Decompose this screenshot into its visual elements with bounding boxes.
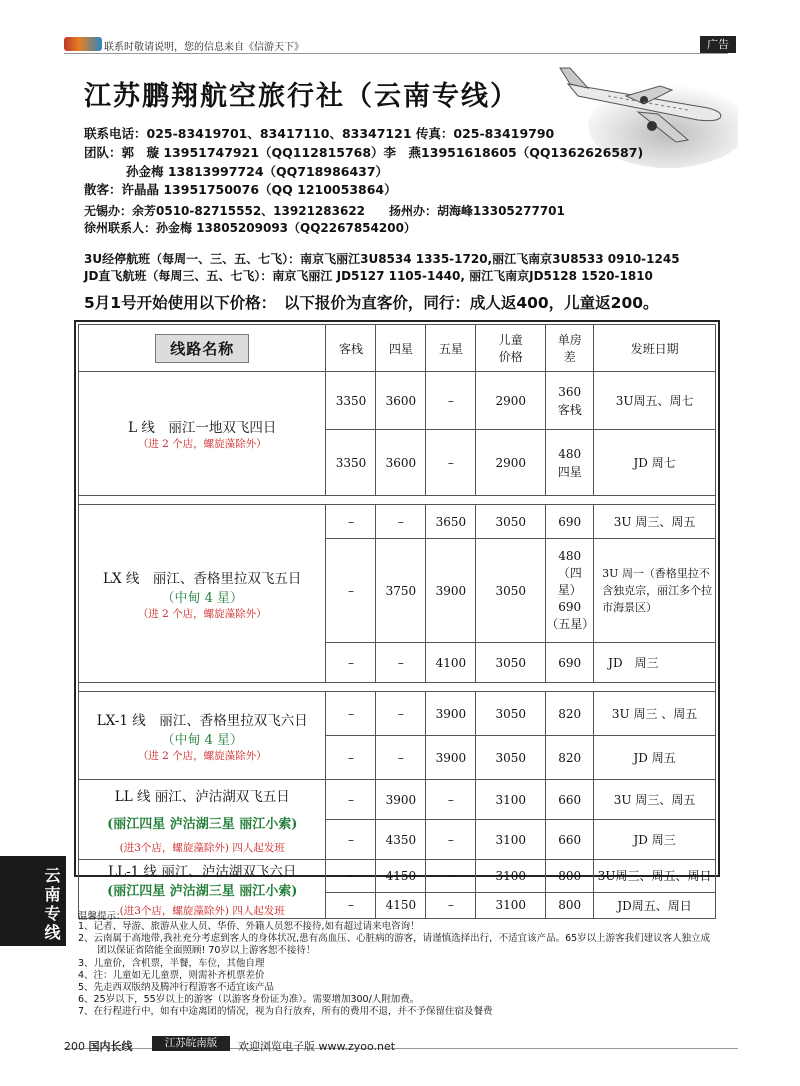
- cell-child: 3100: [476, 892, 546, 918]
- footer-website: 欢迎浏览电子版 www.zyoo.net: [238, 1040, 396, 1053]
- cell-kezhan: 3350: [326, 430, 376, 496]
- gap-cell: [79, 496, 716, 505]
- header-child-price: 儿童 价格: [476, 325, 546, 372]
- cell-kezhan: –: [326, 780, 376, 820]
- route-note: （进 2 个店，螺旋藻除外）: [137, 607, 267, 620]
- table-row: [79, 860, 716, 893]
- cell-date: JD周五、周日: [594, 892, 716, 918]
- route-note: （进 2 个店，螺旋藻除外）: [137, 438, 267, 450]
- cell-single: 690: [546, 643, 594, 683]
- header-single-supplement: 单房 差: [546, 325, 594, 372]
- cell-single: 660: [546, 780, 594, 820]
- contact-xuzhou: 徐州联系人：孙金梅 13805209093（QQ2267854200）: [84, 221, 416, 235]
- agency-title: 江苏鹏翔航空旅行社（云南专线）: [84, 81, 519, 112]
- tip-item: 7、在行程进行中，如有中途离团的情况，视为自行放弃，所有的费用不退，并不予保留住宿及餐费: [78, 1006, 493, 1018]
- cell-date: JD 周三: [594, 820, 716, 860]
- route-name: LL 线 丽江、泸沽湖双飞五日: [114, 788, 290, 805]
- table-gap: [79, 683, 716, 692]
- tip-item: 6、25岁以下，55岁以上的游客（以游客身份证为准）。需要增加300/人附加费。: [78, 994, 420, 1006]
- route-l: [79, 372, 326, 496]
- cell-sixing: –: [376, 505, 426, 539]
- cell-child: 3100: [476, 780, 546, 820]
- cell-single: 820: [546, 692, 594, 736]
- header-notice: 联系时敬请说明，您的信息来自《信游天下》: [104, 42, 304, 53]
- cell-sixing: 3750: [376, 539, 426, 643]
- cell-single: 800: [546, 892, 594, 918]
- cell-child: 3050: [476, 539, 546, 643]
- cell-kezhan: –: [326, 643, 376, 683]
- tip-item: 3、儿童价，含机票，半餐，车位，其他自理: [78, 957, 265, 969]
- tip-item: 团以保证省陪能全面照顾! 70岁以上游客恕不接待！: [78, 945, 316, 957]
- cell-date: 3U周五、周七: [594, 372, 716, 430]
- cell-child: 3100: [476, 860, 546, 893]
- cell-wuxing: 3900: [426, 692, 476, 736]
- table-header-row: [79, 325, 716, 372]
- cell-kezhan: –: [326, 860, 376, 893]
- cell-date: JD 周五: [594, 736, 716, 780]
- cell-date: JD 周三: [594, 643, 716, 683]
- cell-child: 2900: [476, 430, 546, 496]
- flight-3u: 3U经停航班（每周一、三、五、七飞）：南京飞丽江3U8534 1335-1720,丽江飞南京3U8533 0910-1245: [84, 252, 680, 266]
- cell-date: JD 周七: [594, 430, 716, 496]
- contact-team: 团队：郭 璇 13951747921（QQ112815768）李 燕13951618605（QQ1362626587): [84, 145, 644, 160]
- route-note: (进3个店，螺旋藻除外) 四人起发班: [119, 905, 285, 917]
- cell-wuxing: –: [426, 820, 476, 860]
- cell-sixing: 4150: [376, 860, 426, 893]
- cell-wuxing: 4100: [426, 643, 476, 683]
- cell-kezhan: –: [326, 692, 376, 736]
- header-route-name: 线路名称: [79, 325, 326, 372]
- cell-wuxing: –: [426, 892, 476, 918]
- header-kezhan: 客栈: [326, 325, 376, 372]
- route-name: LL-1 线 丽江、泸沽湖双飞六日: [108, 864, 297, 880]
- table-row: [79, 692, 716, 736]
- route-lx: [79, 505, 326, 683]
- cell-single: 480 （四星） 690 （五星）: [546, 539, 594, 643]
- cell-date: 3U 周三、周五: [594, 780, 716, 820]
- route-lx1: [79, 692, 326, 780]
- tip-item: 5、先走西双版纳及腾冲行程游客不适宜该产品: [78, 982, 275, 994]
- publication-logo: [64, 37, 102, 51]
- cell-sixing: 3600: [376, 430, 426, 496]
- page-number: [64, 1038, 133, 1054]
- cell-single: 800: [546, 860, 594, 893]
- cell-kezhan: –: [326, 539, 376, 643]
- contact-offices: 无锡办：余芳0510-82715552、13921283622 扬州办：胡海峰13305277701: [84, 204, 565, 218]
- gap-cell: [79, 683, 716, 692]
- cell-wuxing: –: [426, 860, 476, 893]
- table-gap: [79, 496, 716, 505]
- contact-phone-fax: 联系电话：025-83419701、83417110、83347121 传真：025-83419790: [84, 126, 555, 141]
- cell-kezhan: 3350: [326, 372, 376, 430]
- cell-child: 3050: [476, 736, 546, 780]
- cell-single: 690: [546, 505, 594, 539]
- cell-sixing: –: [376, 692, 426, 736]
- ad-tag: 广告: [700, 36, 736, 53]
- cell-wuxing: 3650: [426, 505, 476, 539]
- tip-item: 4、注：儿童如无儿童票，则需补齐机票差价: [78, 969, 265, 981]
- cell-wuxing: –: [426, 780, 476, 820]
- route-name: L 线 丽江一地双飞四日: [128, 420, 277, 436]
- cell-kezhan: –: [326, 892, 376, 918]
- cell-date: 3U 周三、周五: [594, 505, 716, 539]
- route-sub: (丽江四星 泸沽湖三星 丽江小索): [107, 884, 298, 899]
- cell-single: 360 客栈: [546, 372, 594, 430]
- cell-kezhan: –: [326, 736, 376, 780]
- cell-date: 3U 周三 、周五: [594, 692, 716, 736]
- route-ll: [79, 780, 326, 860]
- route-sub: （中甸 4 星）: [161, 590, 244, 606]
- price-note: 5月1号开始使用以下价格： 以下报价为直客价，同行：成人返400，儿童返200。: [84, 294, 659, 312]
- cell-wuxing: –: [426, 430, 476, 496]
- route-name: LX-1 线 丽江、香格里拉双飞六日: [96, 712, 308, 729]
- cell-sixing: 3900: [376, 780, 426, 820]
- cell-date: 3U周三、周五、周日: [594, 860, 716, 893]
- cell-child: 2900: [476, 372, 546, 430]
- cell-child: 3050: [476, 692, 546, 736]
- page-section: 国内长线: [88, 1040, 133, 1053]
- tips-title: 温馨提示：: [78, 911, 126, 922]
- table-row: [79, 372, 716, 430]
- table-row: [79, 780, 716, 820]
- cell-sixing: 3600: [376, 372, 426, 430]
- cell-sixing: 4350: [376, 820, 426, 860]
- cell-sixing: –: [376, 736, 426, 780]
- cell-wuxing: 3900: [426, 539, 476, 643]
- price-table: [78, 324, 716, 919]
- cell-kezhan: –: [326, 820, 376, 860]
- tips-list: [78, 921, 728, 1019]
- cell-single: 820: [546, 736, 594, 780]
- cell-child: 3050: [476, 643, 546, 683]
- side-section-tab: 云南专线: [0, 856, 66, 946]
- route-sub: （中甸 4 星）: [161, 732, 244, 748]
- cell-single: 660: [546, 820, 594, 860]
- cell-child: 3050: [476, 505, 546, 539]
- header-sixing: 四星: [376, 325, 426, 372]
- header-wuxing: 五星: [426, 325, 476, 372]
- flight-jd: JD直飞航班（每周三、五、七飞）：南京飞丽江 JD5127 1105-1440, 丽江飞南京JD5128 1520-1810: [84, 269, 653, 283]
- contact-individual: 散客：许晶晶 13951750076（QQ 1210053864）: [84, 182, 397, 197]
- cell-sixing: 4150: [376, 892, 426, 918]
- cell-sixing: –: [376, 643, 426, 683]
- cell-single: 480 四星: [546, 430, 594, 496]
- contact-team-2: 孙金梅 13813997724（QQ718986437）: [126, 164, 389, 179]
- cell-date: 3U 周一（香格里拉不含独克宗，丽江多个拉市海景区）: [594, 539, 716, 643]
- cell-child: 3100: [476, 820, 546, 860]
- route-name: LX 线 丽江、香格里拉双飞五日: [103, 570, 302, 587]
- route-note: （进 2 个店，螺旋藻除外）: [137, 749, 267, 762]
- tip-item: 2、云南属于高地带,我社充分考虑到客人的身体状况,患有高血压、心脏病的游客，请谨慎选择出行，不适宜该产品。65岁以上游客我们建议客人独立成: [78, 933, 711, 945]
- cell-wuxing: –: [426, 372, 476, 430]
- tip-item: 1、记者、导游、旅游从业人员、华侨、外籍人员恕不接待,如有超过请来电咨询！: [78, 921, 420, 932]
- table-row: [79, 505, 716, 539]
- header-departure-date: 发班日期: [594, 325, 716, 372]
- edition-tag: 江苏皖南版: [152, 1036, 230, 1051]
- route-sub: (丽江四星 泸沽湖三星 丽江小索): [107, 816, 298, 832]
- cell-wuxing: 3900: [426, 736, 476, 780]
- page-num: 200: [64, 1040, 85, 1053]
- route-note: (进3个店，螺旋藻除外) 四人起发班: [119, 841, 285, 854]
- cell-kezhan: –: [326, 505, 376, 539]
